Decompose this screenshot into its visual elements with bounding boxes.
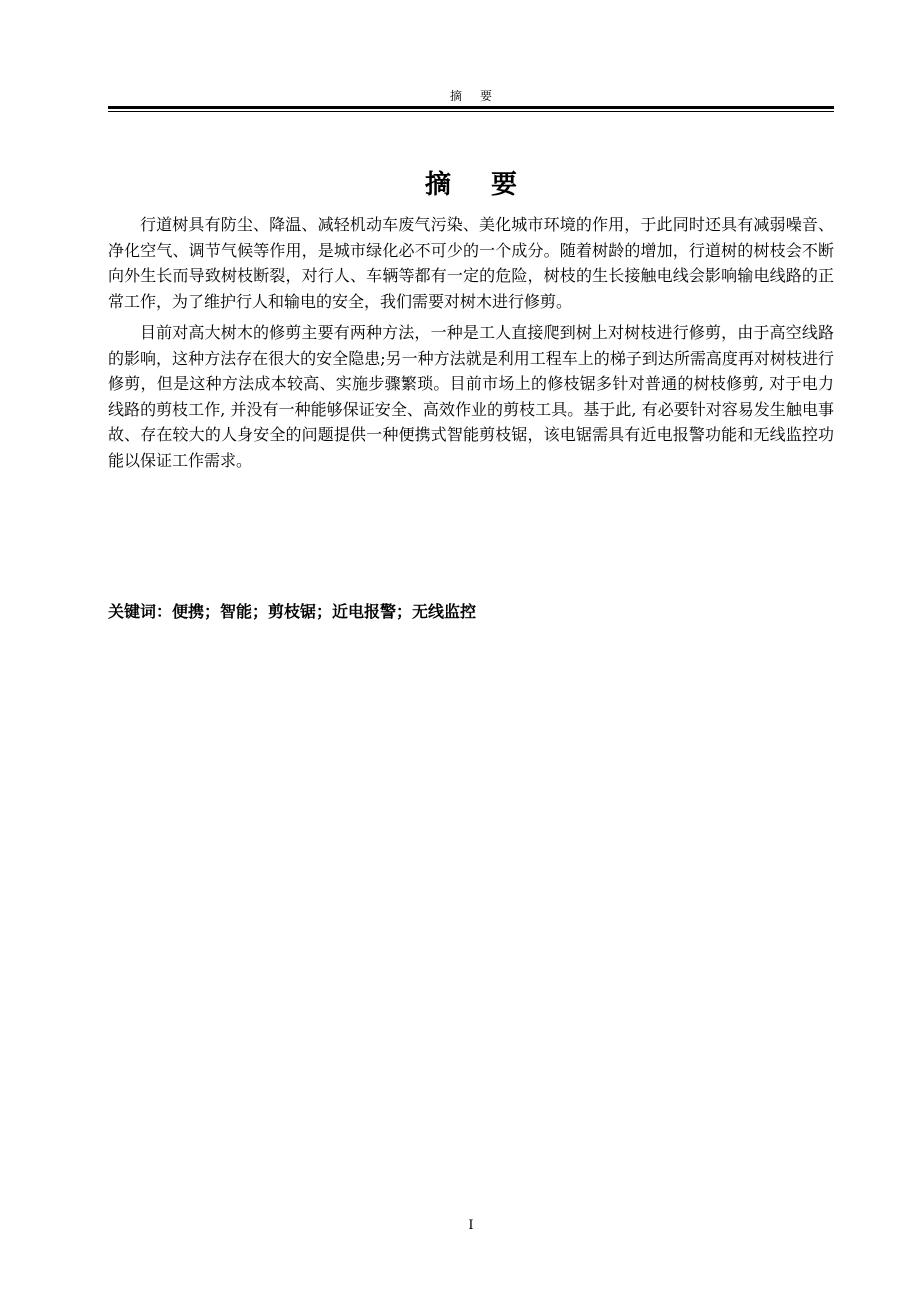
abstract-paragraph-1: 行道树具有防尘、降温、减轻机动车废气污染、美化城市环境的作用，于此同时还具有减弱噪音、净化空气、调节气候等作用，是城市绿化必不可少的一个成分。随着树龄的增加，行道树的树枝会不断向外生长而导致树枝断裂，对行人、车辆等都有一定的危险，树枝的生长接触电线会影响输电线路的正常工作，为了维护行人和输电的安全，我们需要对树木进行修剪。 [108, 215, 834, 311]
running-header: 摘要 [449, 89, 510, 103]
page-title: 摘要 [424, 170, 557, 201]
abstract-paragraph-2: 目前对高大树木的修剪主要有两种方法，一种是工人直接爬到树上对树枝进行修剪，由于高空线路的影响，这种方法存在很大的安全隐患;另一种方法就是利用工程车上的梯子到达所需高度再对树枝进行修剪，但是这种方法成本较高、实施步骤繁琐。目前市场上的修枝锯多针对普通的树枝修剪, 对于电力线路的剪枝工作, 并没有一种能够保证安全、高效作业的剪枝工具。基于此, 有必要针对容易发生触电事故、存在较大的人身安全的问题提供一种便携式智能剪枝锯，该电锯需具有近电报警功能和无线监控功能以保证工作需求。 [108, 323, 834, 470]
header-rule-thin [108, 111, 834, 112]
header-rule-thick [108, 106, 834, 109]
page-number: I [468, 1218, 474, 1233]
abstract-body [108, 212, 834, 473]
keywords-line: 关键词：便携；智能；剪枝锯；近电报警；无线监控 [108, 602, 477, 621]
